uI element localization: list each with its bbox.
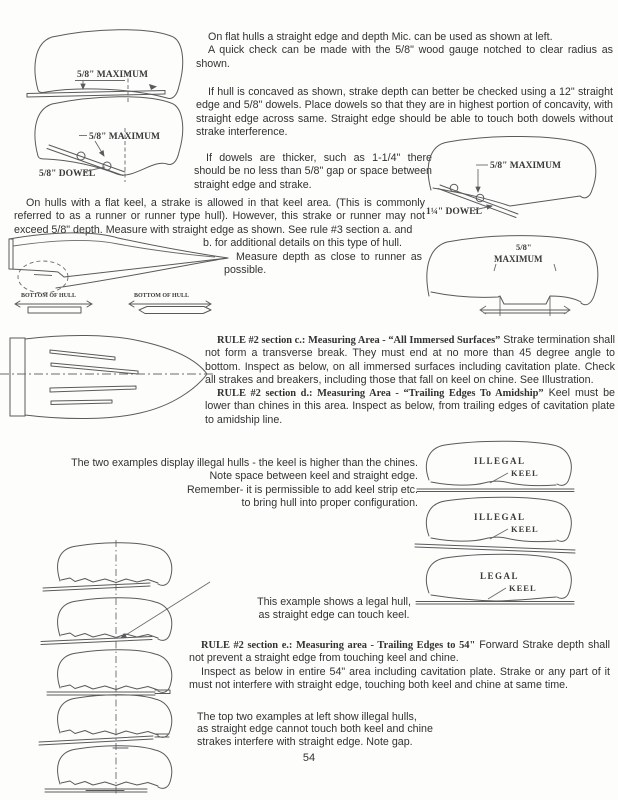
rule-c-heading: RULE #2 section c.: Measuring Area - “All Immersed Surfaces” — [217, 335, 501, 346]
rule-d-heading: RULE #2 section d.: Measuring Area - “Trailing Edges To Amidship” — [217, 388, 544, 400]
strake-hull-5 — [45, 746, 172, 792]
paragraph-line: b. for additional details on this type of hull. — [203, 237, 403, 249]
hull-bottom — [431, 481, 556, 485]
paragraph-flat-hulls — [196, 31, 613, 71]
strake-hull-4 — [39, 695, 172, 748]
label-keel: KEEL — [511, 468, 539, 478]
illegal-hull-2 — [415, 497, 575, 553]
rule-e-block — [189, 639, 610, 692]
rules-c-d-block — [205, 334, 615, 427]
rule-e-paragraph2: Inspect as below in entire 54" area including cavitation plate. Strake or any part of it must not interfere with straight edge, touching both keel and chine at same time. — [189, 665, 610, 691]
label-58-maximum: 5/8" MAXIMUM — [89, 132, 160, 142]
caption-line: Note space between keel and straight edge. — [209, 470, 418, 483]
paragraph-measure-depth — [224, 251, 422, 278]
label-maximum: MAXIMUM — [494, 254, 543, 264]
caption-line: This example shows a legal hull, — [257, 596, 411, 608]
label-bottom-of-hull: BOTTOM OF HULL — [134, 293, 190, 299]
rule-e-heading: RULE #2 section e.: Measuring area - Trailing Edges to 54" — [201, 640, 476, 651]
label-58-dowel: 5/8" DOWEL — [39, 169, 96, 179]
legal-hull — [416, 554, 574, 604]
hull-bottom — [431, 537, 556, 541]
sheer-line — [13, 240, 215, 257]
strake-arrow — [149, 84, 157, 90]
rule-e-paragraph — [189, 639, 610, 666]
caption-line: The top two examples at left show illegal hulls, — [197, 711, 417, 723]
paragraph-concave-hull — [196, 86, 613, 139]
illegal-hulls-caption — [60, 457, 418, 510]
sponson-curve — [56, 258, 228, 288]
hull-bottom — [9, 258, 228, 277]
strake-hull-1 — [43, 543, 172, 591]
label-58-maximum: 5/8" MAXIMUM — [77, 70, 148, 80]
hull-outline-top — [25, 335, 207, 374]
diagram-strake-examples — [28, 538, 213, 800]
label-legal: LEGAL — [480, 571, 520, 581]
hull-outline — [35, 30, 183, 99]
diagram-keel-examples — [412, 440, 618, 618]
runner — [34, 275, 52, 276]
double-arrow — [15, 301, 92, 307]
deck-line — [9, 233, 228, 258]
label-58: 5/8" — [516, 242, 532, 252]
caption-line: Remember- it is permissible to add keel strip etc. — [186, 483, 418, 496]
caption-line: to bring hull into proper configuration. — [241, 496, 418, 509]
rule-d-body: Keel must be lower than chines in this area. Inspect as below, from trailing edges of cavitation plate to amidship line. — [205, 387, 615, 426]
caption-line: as straight edge can touch keel. — [258, 609, 410, 622]
paragraph-line: A quick check can be made with the 5/8" wood gauge notched to clear radius as shown. — [196, 44, 613, 70]
rule-c-paragraph — [205, 334, 615, 387]
label-keel: KEEL — [511, 524, 539, 534]
straight-edge-bar — [28, 307, 81, 313]
legal-hull-caption — [248, 596, 420, 623]
measure-bar — [480, 264, 570, 316]
page-number: 54 — [302, 752, 316, 764]
diagram-bottom-of-hull-arrows — [8, 288, 218, 320]
paragraph-line: On flat hulls a straight edge and depth Mic. can be used as shown at left. — [208, 31, 553, 43]
hull-outline-bottom — [25, 374, 207, 419]
diagram-thick-dowel-and-runner-hull — [420, 138, 618, 326]
paragraph-line: If hull is concaved as shown, strake depth can better be checked using a 12" straight edge and 5/8" dowels. Place dowels so that they are in highest portion of concavity, with straight edge across same. Straight edge should be able to touch both dowels without strake interference. — [196, 86, 613, 138]
paragraph-line: Measure depth as close to runner as possible. — [224, 251, 422, 277]
strakes — [50, 350, 138, 405]
paragraph-line: On hulls with a flat keel, a strake is allowed in that keel area. (This is commonly referred to as a runner or runner type hull). However, this strake or runner may not exceed 5/8" depth. Measure with straight edge as shown. See rule #3 section a. and — [14, 197, 425, 236]
transom — [9, 239, 13, 269]
strake-hull-2 — [41, 598, 172, 645]
label-illegal: ILLEGAL — [474, 512, 526, 522]
rule-d-paragraph — [205, 387, 615, 427]
hull-bottom-piece — [139, 307, 211, 314]
caption-line: The two examples display illegal hulls - the keel is higher than the chines. — [71, 457, 418, 469]
straight-edge — [415, 547, 575, 553]
strake-hull-3 — [47, 650, 172, 695]
diagram-flat-and-concave-hull — [25, 28, 197, 210]
hull-bottom-notch — [431, 292, 581, 304]
caption-line: as straight edge cannot touch both keel and chine — [197, 723, 433, 736]
label-58-maximum: 5/8" MAXIMUM — [490, 161, 561, 171]
label-bottom-of-hull: BOTTOM OF HULL — [21, 293, 77, 299]
transom — [10, 338, 25, 416]
paragraph-line: If dowels are thicker, such as 1-1/4" there should be no less than 5/8" gap or space between straight edge and strake. — [194, 152, 432, 191]
label-illegal: ILLEGAL — [474, 456, 526, 466]
dimension-lines — [476, 165, 488, 192]
rule-e-body: Forward Strake depth shall not prevent a straight edge from touching keel and chine. — [189, 639, 611, 665]
label-keel: KEEL — [509, 583, 537, 593]
keel-leader — [488, 588, 506, 599]
caption-line: strakes interfere with straight edge. Note gap. — [197, 735, 413, 748]
straight-edge — [415, 544, 575, 550]
diagram-hull-top-view — [0, 326, 218, 458]
illegal-hull-1 — [417, 441, 574, 491]
paragraph-thick-dowels — [194, 152, 432, 192]
hull-outline — [427, 236, 598, 305]
rule-c-body: Strake termination shall not form a transverse break. They must end at no more than 45 degree angle to bottom. Inspect as below, on all immersed surfaces including cavitation plate. Check all strakes and breakers, including those that fall on keel on chine. See Illustration. — [205, 334, 615, 386]
bottom-caption — [197, 711, 487, 748]
leader-line — [121, 582, 210, 638]
paragraph-flat-keel-cont — [203, 237, 453, 250]
label-114-dowel: 1¼" DOWEL — [426, 207, 482, 217]
